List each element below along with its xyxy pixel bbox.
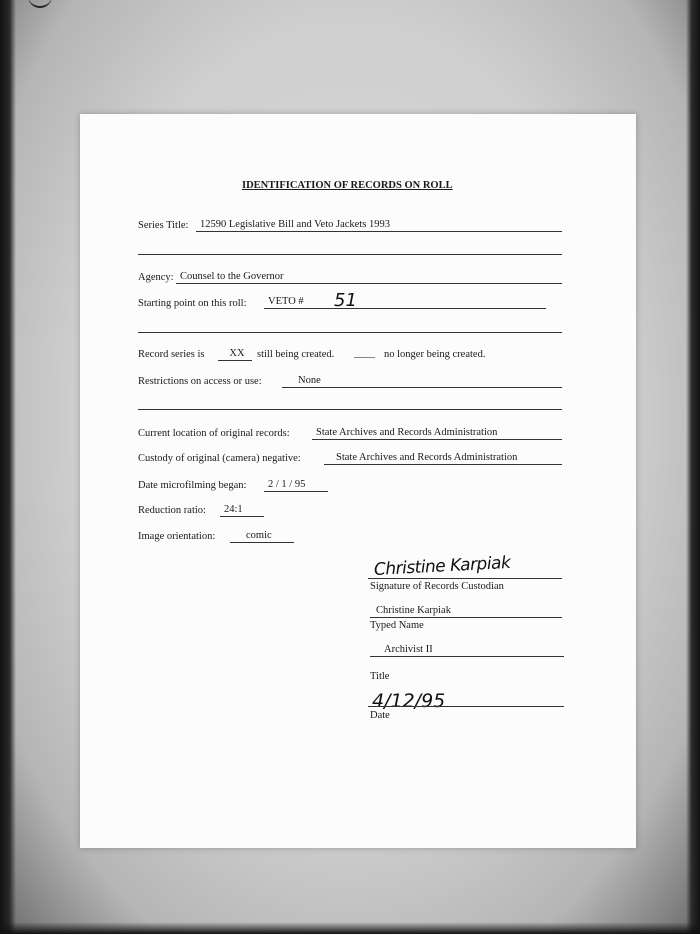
film-edge-right [686, 0, 700, 934]
film-edge-left [0, 0, 16, 934]
current-location-field [312, 427, 562, 440]
agency-field [176, 271, 562, 284]
restrictions-field [282, 375, 562, 388]
form-heading: IDENTIFICATION OF RECORDS ON ROLL [242, 180, 453, 191]
typed-name-field [370, 605, 562, 618]
date-label: Date [370, 710, 390, 721]
series-title-value: 12590 Legislative Bill and Veto Jackets 1993 [200, 219, 390, 230]
starting-point-label: Starting point on this roll: [138, 298, 247, 309]
image-orientation-value: comic [246, 530, 272, 541]
series-title-field [196, 219, 562, 232]
records-identification-form [80, 114, 636, 848]
title-field [370, 644, 564, 657]
still-being-created-blank [218, 348, 252, 361]
custody-value: State Archives and Records Administration [336, 452, 518, 463]
no-longer-blank: ____ [354, 348, 375, 359]
typed-name-label: Typed Name [370, 620, 424, 631]
series-title-continuation-line [138, 254, 562, 255]
date-microfilming-began-field [264, 479, 328, 492]
current-location-value: State Archives and Records Administration [316, 427, 498, 438]
still-being-created-mark: XX [229, 348, 245, 359]
signed-date-handwritten: 4/12/95 [372, 690, 446, 712]
image-orientation-label: Image orientation: [138, 531, 216, 542]
signature-line [368, 578, 562, 579]
date-microfilming-began-value: 2 / 1 / 95 [268, 479, 306, 490]
series-title-label: Series Title: [138, 220, 189, 231]
current-location-label: Current location of original records: [138, 428, 290, 439]
starting-point-continuation-line [138, 332, 562, 333]
starting-point-value: VETO # [268, 296, 304, 307]
reduction-ratio-field [220, 504, 264, 517]
no-longer-being-created-text: no longer being created. [384, 349, 486, 360]
film-edge-bottom [0, 922, 700, 934]
title-value: Archivist II [384, 644, 433, 655]
agency-label: Agency: [138, 272, 174, 283]
signature-label: Signature of Records Custodian [370, 581, 504, 592]
agency-value: Counsel to the Governor [180, 271, 284, 282]
title-label: Title [370, 671, 390, 682]
record-series-label: Record series is [138, 349, 205, 360]
restrictions-label: Restrictions on access or use: [138, 376, 262, 387]
image-orientation-field [230, 530, 294, 543]
still-being-created-text: still being created. [257, 349, 335, 360]
custody-field [324, 452, 562, 465]
date-microfilming-began-label: Date microfilming began: [138, 480, 247, 491]
restrictions-continuation-line [138, 409, 562, 410]
starting-point-field [264, 296, 546, 309]
date-line [368, 706, 564, 707]
custodian-signature: Christine Karpiak [373, 552, 511, 580]
reduction-ratio-value: 24:1 [224, 504, 243, 515]
restrictions-value: None [298, 375, 321, 386]
reduction-ratio-label: Reduction ratio: [138, 505, 206, 516]
custody-label: Custody of original (camera) negative: [138, 453, 301, 464]
typed-name-value: Christine Karpiak [376, 605, 451, 616]
starting-point-handwritten: 51 [334, 290, 357, 311]
